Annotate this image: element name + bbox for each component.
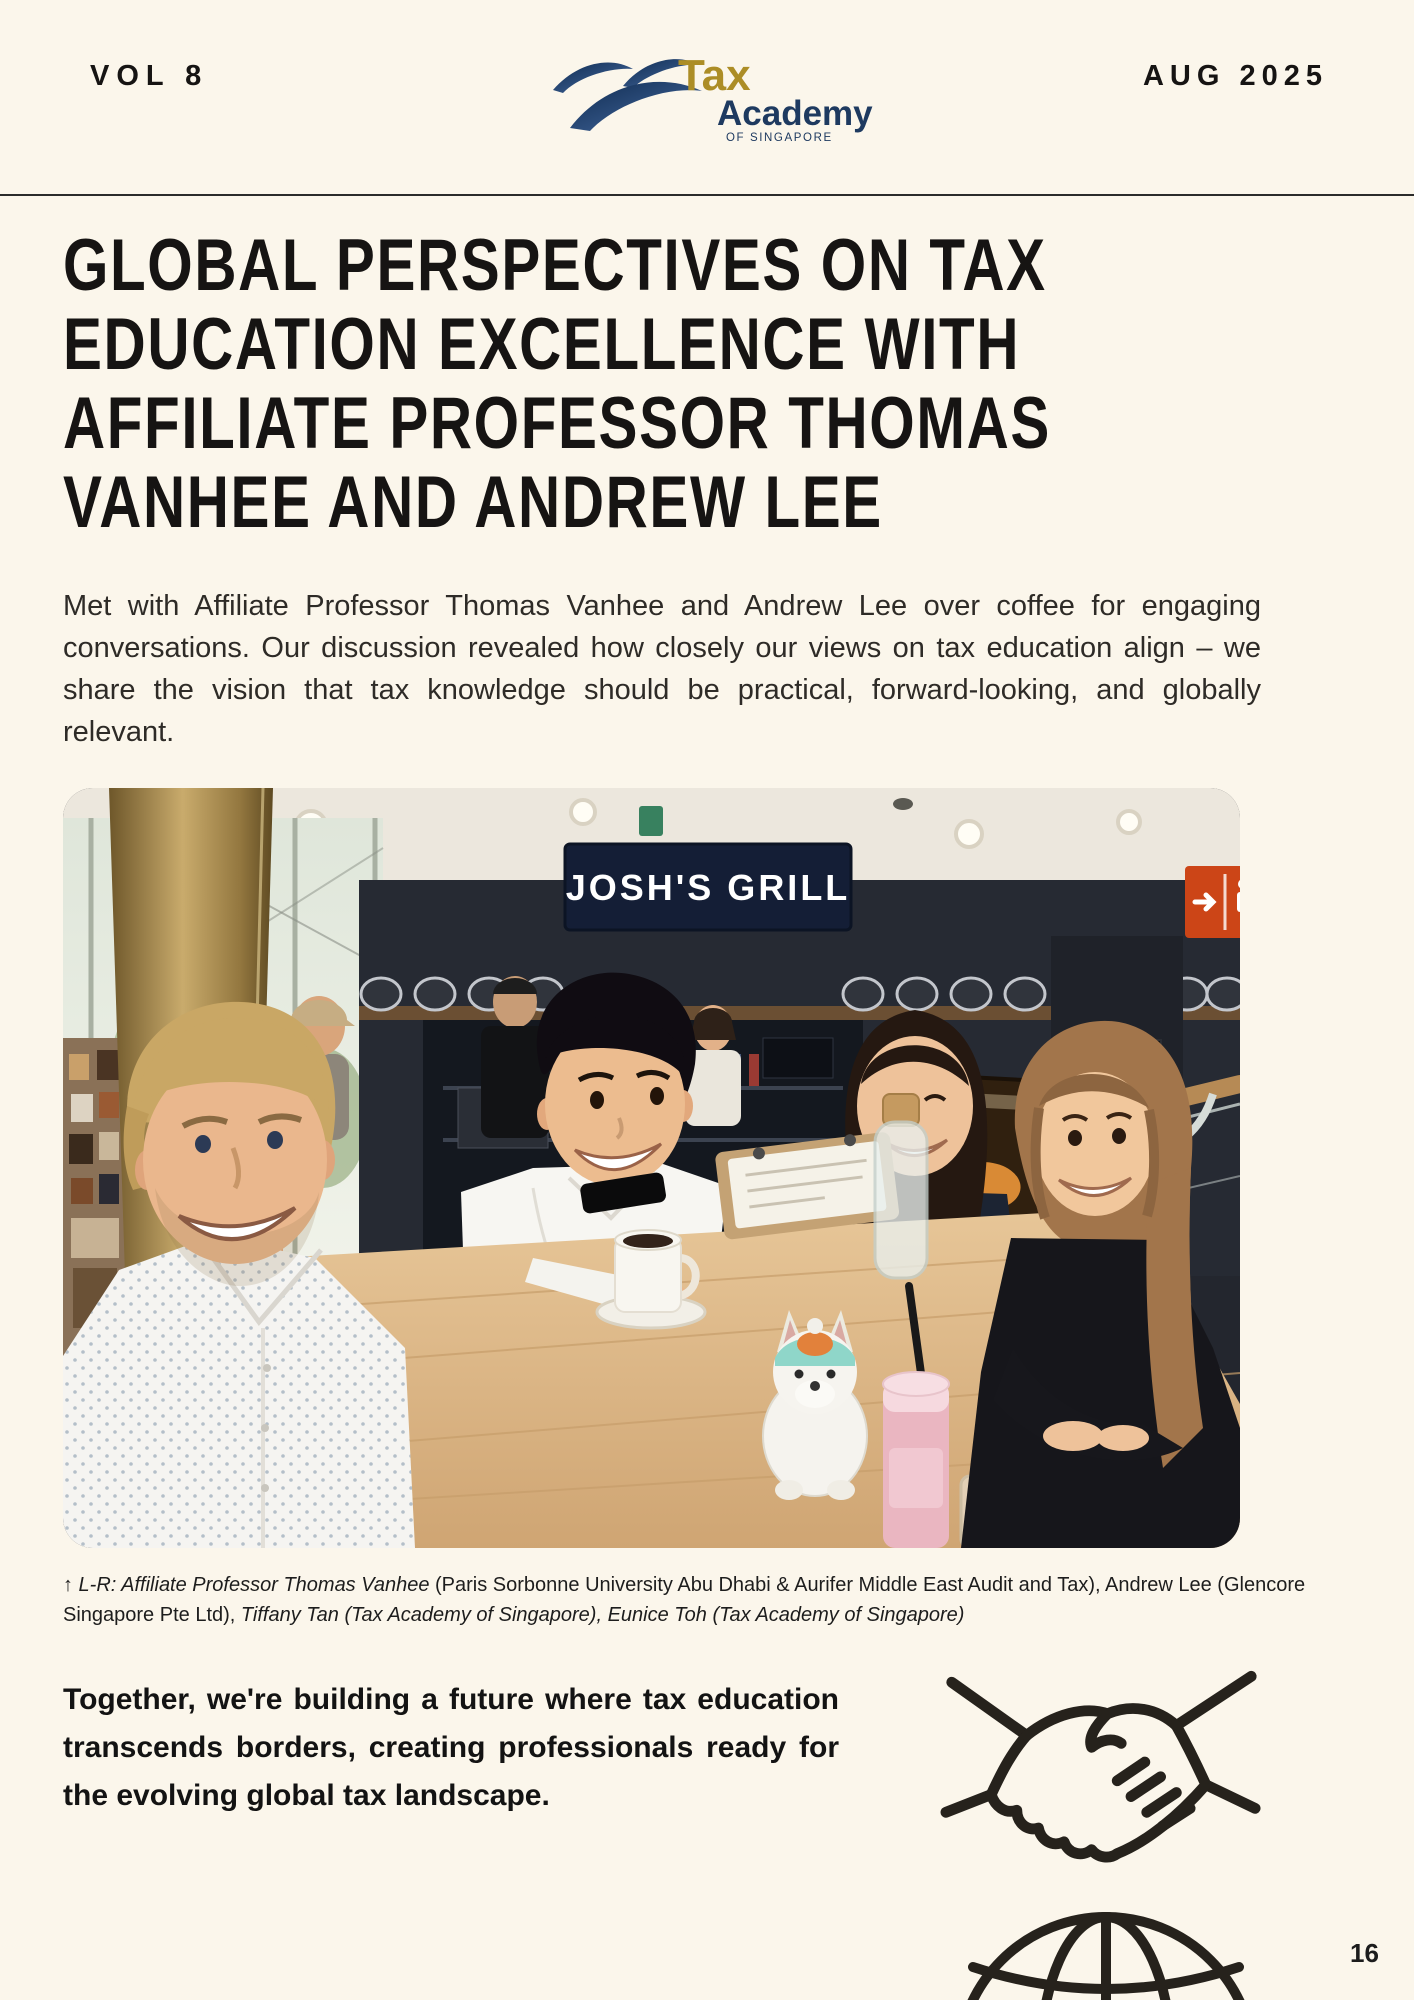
logo-of-singapore-text: OF SINGAPORE xyxy=(726,132,833,144)
ceiling-light xyxy=(956,821,982,847)
sign-text: JOSH'S GRILL xyxy=(565,867,851,908)
logo-academy-text: Academy xyxy=(717,94,873,133)
header-divider xyxy=(0,194,1414,196)
tax-academy-logo xyxy=(545,38,875,148)
caption-segment: ↑ L-R: Affiliate Professor Thomas Vanhee xyxy=(63,1574,430,1596)
intro-paragraph: Met with Affiliate Professor Thomas Vanhee and Andrew Lee over coffee for engaging conversations. Our discussion revealed how closely our views on tax education align – we share the vision that tax knowledge should be practical, forward-looking, and globally relevant. xyxy=(63,590,1261,748)
ceiling-light xyxy=(571,800,595,824)
ceiling-camera xyxy=(893,798,913,810)
volume-label: VOL 8 xyxy=(90,60,209,92)
handshake-icon xyxy=(938,1645,1263,1885)
article-title xyxy=(63,226,1263,542)
caption-segment: (Paris Sorbonne University Abu Dhabi & Aurifer Middle East Audit and Tax), Andrew Lee (Glencore Singapore Pte Ltd), xyxy=(63,1574,1306,1626)
globe-icon xyxy=(945,1893,1267,2000)
caption-segment: Tiffany Tan (Tax Academy of Singapore), Eunice Toh (Tax Academy of Singapore) xyxy=(240,1604,965,1626)
water-bottle xyxy=(875,1094,927,1278)
issue-date-label: AUG 2025 xyxy=(1142,60,1328,92)
exit-sign xyxy=(639,806,663,836)
closing-statement: Together, we're building a future where tax education transcends borders, creating professionals ready for the evolving global tax landscape. xyxy=(63,1683,839,1812)
restroom-sign xyxy=(1185,866,1240,938)
title-line-2: EDUCATION EXCELLENCE WITH xyxy=(63,304,1021,385)
page-number: 16 xyxy=(1350,1938,1379,1968)
joshs-grill-sign xyxy=(565,844,851,930)
photo-caption xyxy=(63,1570,1321,1630)
title-line-4: VANHEE AND ANDREW LEE xyxy=(63,462,883,543)
cafe-photo xyxy=(63,788,1240,1548)
title-line-1: GLOBAL PERSPECTIVES ON TAX xyxy=(63,225,1047,306)
title-line-3: AFFILIATE PROFESSOR THOMAS xyxy=(63,383,1051,464)
ceiling-light xyxy=(1118,811,1140,833)
logo-tax-text: Tax xyxy=(678,51,751,100)
